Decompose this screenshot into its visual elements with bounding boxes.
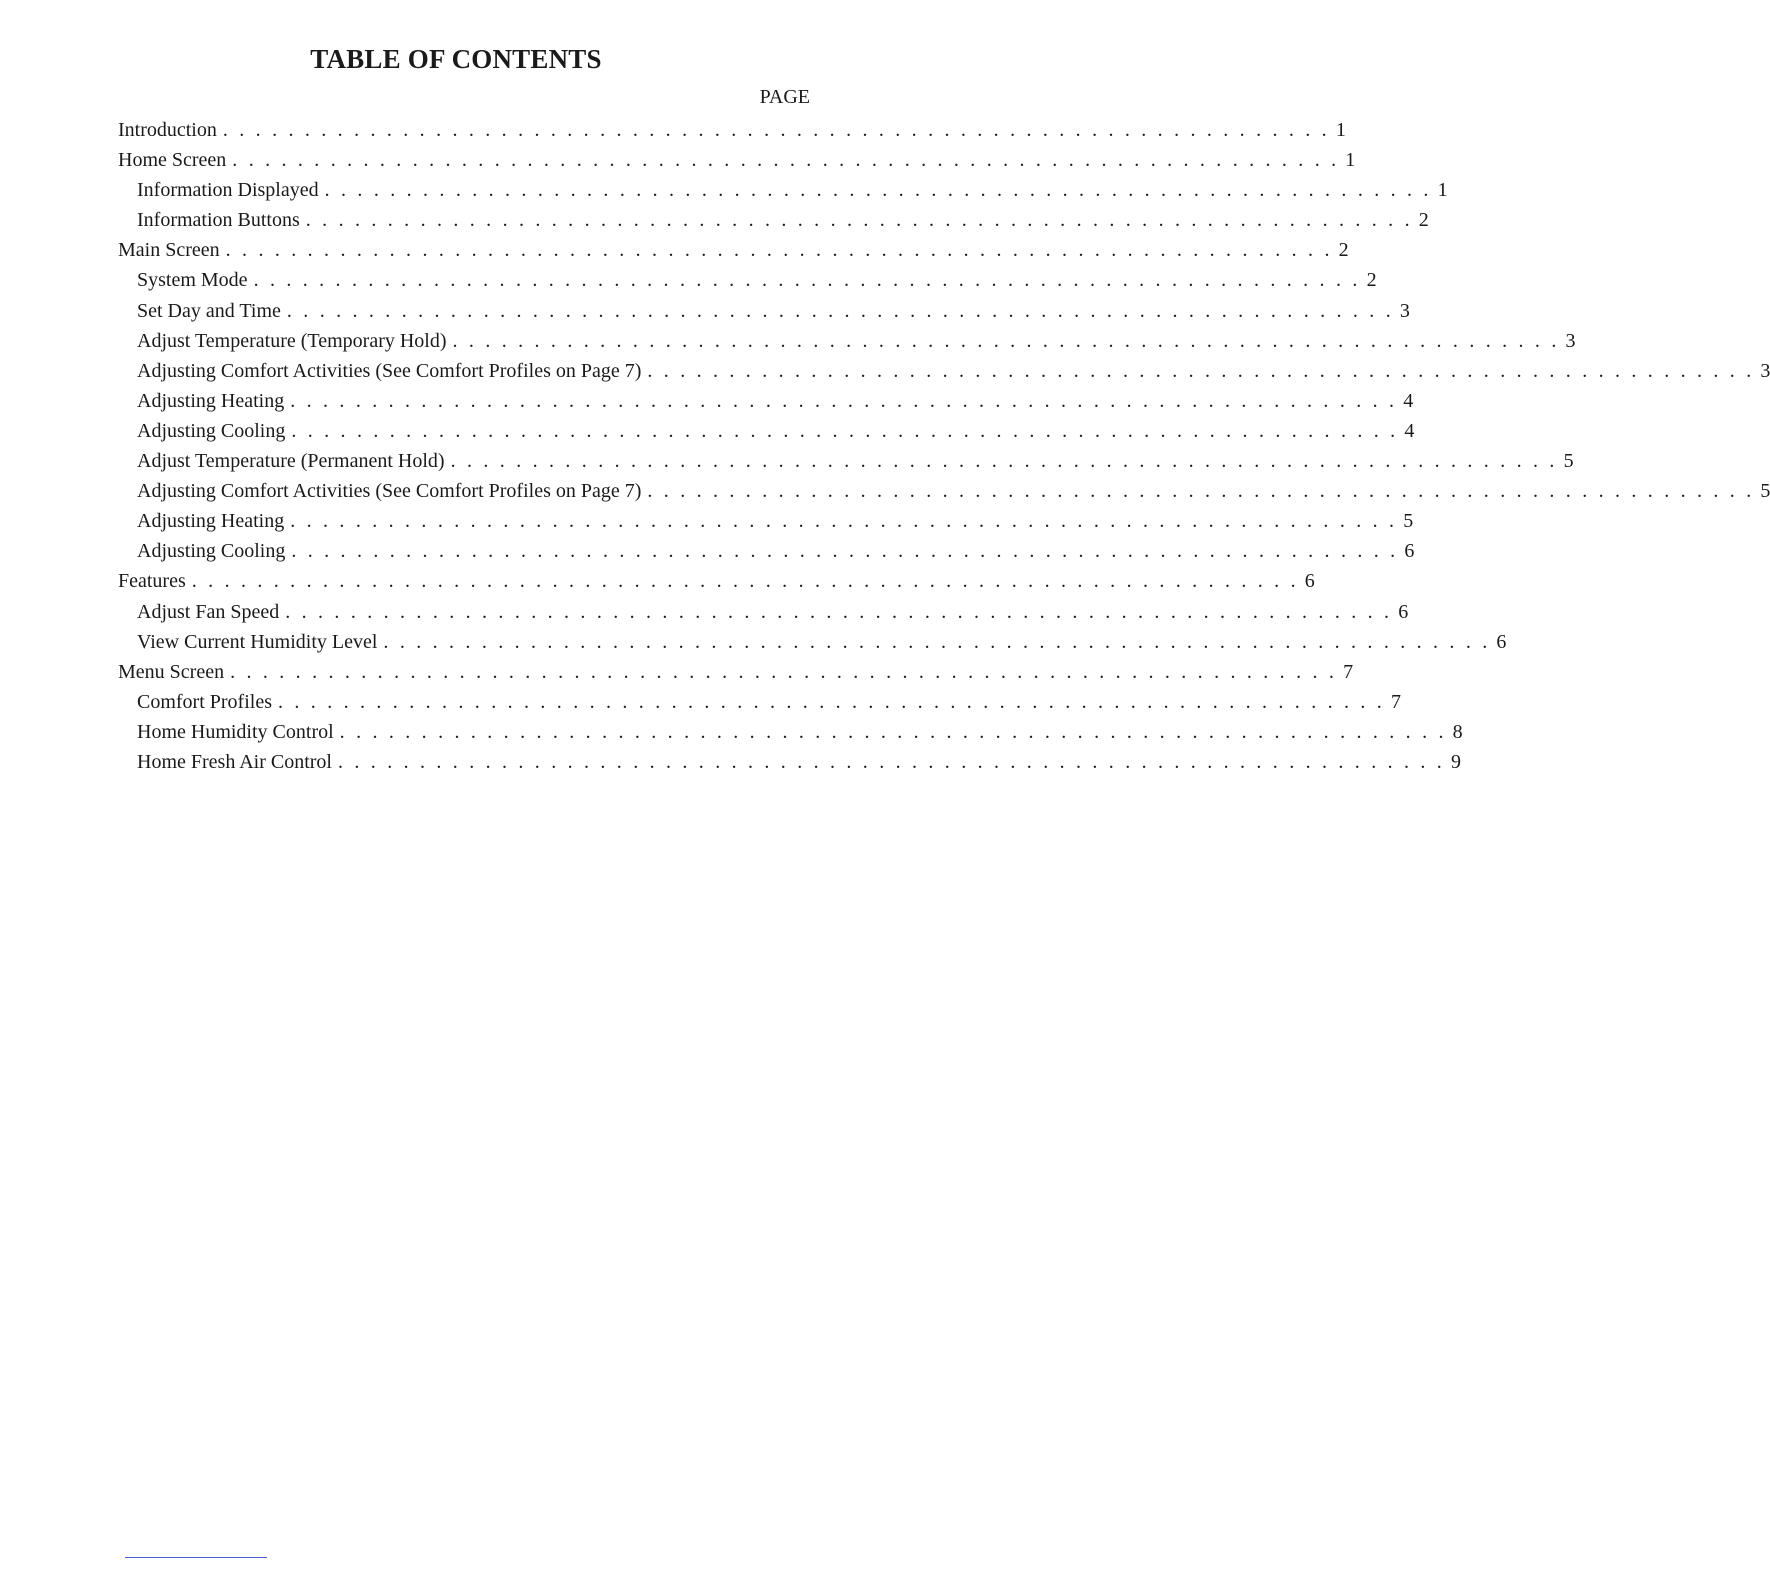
toc-subentry[interactable] <box>118 175 1448 205</box>
toc-entry[interactable] <box>118 566 1315 596</box>
toc-entry[interactable] <box>118 235 1349 265</box>
toc-entry-page: 1 <box>1335 119 1346 141</box>
toc-dot-leader: . . . . . . . . . . . . . . . . . . . . . . . . . . . . . . . . . . . . . . . . . . . . . . . . . . . . . . . . . . . . . . . . . . . . <box>339 720 1447 743</box>
page-column-header: PAGE <box>759 86 810 108</box>
toc-dot-leader: . . . . . . . . . . . . . . . . . . . . . . . . . . . . . . . . . . . . . . . . . . . . . . . . . . . . . . . . . . . . . . . . . . . . <box>338 750 1445 773</box>
toc-entry-page: 2 <box>1338 239 1349 262</box>
toc-dot-leader: . . . . . . . . . . . . . . . . . . . . . . . . . . . . . . . . . . . . . . . . . . . . . . . . . . . . . . . . . . . . . . . . . . . . <box>285 600 1393 623</box>
toc-dot-leader: . . . . . . . . . . . . . . . . . . . . . . . . . . . . . . . . . . . . . . . . . . . . . . . . . . . . . . . . . . . . . . . . . . . . <box>222 119 1330 141</box>
toc-entry-page: 1 <box>1345 149 1356 172</box>
toc-entry-page: 5 <box>1563 450 1574 473</box>
toc-entry-label: Menu Screen <box>118 660 225 683</box>
toc-entry-label: System Mode <box>137 269 248 292</box>
toc-subentry[interactable] <box>118 717 1463 747</box>
toc-dot-leader: . . . . . . . . . . . . . . . . . . . . . . . . . . . . . . . . . . . . . . . . . . . . . . . . . . . . . . . . . . . . . . . . . . . . <box>647 480 1755 503</box>
toc-entry-label: Adjusting Cooling <box>137 419 286 442</box>
toc-entry-label: Adjusting Heating <box>137 389 285 412</box>
toc-entry-page: 6 <box>1304 570 1315 593</box>
toc-dot-leader: . . . . . . . . . . . . . . . . . . . . . . . . . . . . . . . . . . . . . . . . . . . . . . . . . . . . . . . . . . . . . . . . . . . . <box>253 269 1361 292</box>
toc-subentry[interactable] <box>118 687 1401 717</box>
toc-entry-page: 4 <box>1404 419 1415 442</box>
toc-dot-leader: . . . . . . . . . . . . . . . . . . . . . . . . . . . . . . . . . . . . . . . . . . . . . . . . . . . . . . . . . . . . . . . . . . . . <box>305 209 1413 232</box>
toc-entry-page: 2 <box>1366 269 1377 292</box>
toc-subentry[interactable] <box>118 536 1415 566</box>
toc-subentry[interactable] <box>118 296 1410 326</box>
toc-dot-leader: . . . . . . . . . . . . . . . . . . . . . . . . . . . . . . . . . . . . . . . . . . . . . . . . . . . . . . . . . . . . . . . . . . . . <box>452 329 1560 352</box>
toc-entry-label: Adjust Fan Speed <box>137 600 280 623</box>
toc-entry-page: 3 <box>1565 329 1576 352</box>
toc-entry-page: 8 <box>1452 720 1463 743</box>
toc-entry-label: Comfort Profiles <box>137 690 272 713</box>
toc-dot-leader: . . . . . . . . . . . . . . . . . . . . . . . . . . . . . . . . . . . . . . . . . . . . . . . . . . . . . . . . . . . . . . . . . . . . <box>286 299 1394 322</box>
toc-entry-label: View Current Humidity Level <box>137 630 378 653</box>
toc-subentry[interactable] <box>118 386 1414 416</box>
toc-entry-page: 5 <box>1760 480 1770 503</box>
toc-entry-page: 6 <box>1496 630 1507 653</box>
toc-dot-leader: . . . . . . . . . . . . . . . . . . . . . . . . . . . . . . . . . . . . . . . . . . . . . . . . . . . . . . . . . . . . . . . . . . . . <box>291 419 1399 442</box>
toc-subentry[interactable] <box>118 356 1770 386</box>
toc-entry-label: Information Buttons <box>137 209 300 232</box>
toc-dot-leader: . . . . . . . . . . . . . . . . . . . . . . . . . . . . . . . . . . . . . . . . . . . . . . . . . . . . . . . . . . . . . . . . . . . . <box>230 660 1338 683</box>
toc-entry-page: 1 <box>1437 179 1448 202</box>
toc-dot-leader: . . . . . . . . . . . . . . . . . . . . . . . . . . . . . . . . . . . . . . . . . . . . . . . . . . . . . . . . . . . . . . . . . . . . <box>232 149 1340 172</box>
toc-entry-page: 4 <box>1403 389 1414 412</box>
toc-dot-leader: . . . . . . . . . . . . . . . . . . . . . . . . . . . . . . . . . . . . . . . . . . . . . . . . . . . . . . . . . . . . . . . . . . . . <box>225 239 1333 262</box>
toc-subentry[interactable] <box>118 506 1414 536</box>
toc-dot-leader: . . . . . . . . . . . . . . . . . . . . . . . . . . . . . . . . . . . . . . . . . . . . . . . . . . . . . . . . . . . . . . . . . . . . <box>647 359 1755 382</box>
toc-entry[interactable] <box>118 145 1356 175</box>
toc-dot-leader: . . . . . . . . . . . . . . . . . . . . . . . . . . . . . . . . . . . . . . . . . . . . . . . . . . . . . . . . . . . . . . . . . . . . <box>191 570 1299 593</box>
toc-entry-label: Adjusting Comfort Activities (See Comfort Profiles on Page 7) <box>137 480 642 503</box>
toc-entry-page: 6 <box>1404 540 1415 563</box>
toc-entry[interactable] <box>118 115 1346 145</box>
toc-subentry[interactable] <box>118 747 1461 777</box>
toc-list <box>118 115 1770 777</box>
toc-entry-page: 7 <box>1343 660 1354 683</box>
toc-dot-leader: . . . . . . . . . . . . . . . . . . . . . . . . . . . . . . . . . . . . . . . . . . . . . . . . . . . . . . . . . . . . . . . . . . . . <box>450 450 1558 473</box>
toc-dot-leader: . . . . . . . . . . . . . . . . . . . . . . . . . . . . . . . . . . . . . . . . . . . . . . . . . . . . . . . . . . . . . . . . . . . . <box>290 389 1398 412</box>
toc-entry-label: Main Screen <box>118 239 220 262</box>
toc-entry-label: Features <box>118 570 186 593</box>
toc-entry-label: Adjust Temperature (Permanent Hold) <box>137 450 445 473</box>
toc-entry-label: Set Day and Time <box>137 299 281 322</box>
toc-subentry[interactable] <box>118 265 1377 295</box>
toc-subentry[interactable] <box>118 597 1409 627</box>
toc-entry-page: 7 <box>1391 690 1401 713</box>
toc-entry-page: 2 <box>1418 209 1429 232</box>
toc-entry[interactable] <box>118 657 1354 687</box>
toc-entry-label: Adjusting Comfort Activities (See Comfort Profiles on Page 7) <box>137 359 642 382</box>
toc-entry-page: 3 <box>1760 359 1770 382</box>
toc-dot-leader: . . . . . . . . . . . . . . . . . . . . . . . . . . . . . . . . . . . . . . . . . . . . . . . . . . . . . . . . . . . . . . . . . . . . <box>290 510 1398 533</box>
toc-subentry[interactable] <box>118 416 1415 446</box>
toc-dot-leader: . . . . . . . . . . . . . . . . . . . . . . . . . . . . . . . . . . . . . . . . . . . . . . . . . . . . . . . . . . . . . . . . . . . . <box>383 630 1491 653</box>
toc-subentry[interactable] <box>118 446 1574 476</box>
toc-subentry[interactable] <box>118 476 1770 506</box>
toc-dot-leader: . . . . . . . . . . . . . . . . . . . . . . . . . . . . . . . . . . . . . . . . . . . . . . . . . . . . . . . . . . . . . . . . . . . . <box>324 179 1432 202</box>
toc-entry-label: Information Displayed <box>137 179 319 202</box>
toc-entry-label: Adjusting Cooling <box>137 540 286 563</box>
toc-entry-page: 5 <box>1403 510 1414 533</box>
footnote-divider <box>125 1557 267 1558</box>
toc-title: TABLE OF CONTENTS <box>310 44 602 74</box>
toc-entry-label: Introduction <box>118 119 217 141</box>
toc-entry-label: Home Humidity Control <box>137 720 334 743</box>
toc-entry-label: Home Screen <box>118 149 227 172</box>
toc-entry-page: 3 <box>1399 299 1410 322</box>
toc-entry-label: Adjusting Heating <box>137 510 285 533</box>
toc-entry-label: Adjust Temperature (Temporary Hold) <box>137 329 447 352</box>
toc-dot-leader: . . . . . . . . . . . . . . . . . . . . . . . . . . . . . . . . . . . . . . . . . . . . . . . . . . . . . . . . . . . . . . . . . . . . <box>291 540 1399 563</box>
toc-entry-page: 6 <box>1398 600 1409 623</box>
toc-entry-label: Home Fresh Air Control <box>137 750 332 773</box>
toc-subentry[interactable] <box>118 627 1507 657</box>
toc-entry-page: 9 <box>1451 750 1461 773</box>
toc-subentry[interactable] <box>118 326 1576 356</box>
toc-subentry[interactable] <box>118 205 1429 235</box>
toc-dot-leader: . . . . . . . . . . . . . . . . . . . . . . . . . . . . . . . . . . . . . . . . . . . . . . . . . . . . . . . . . . . . . . . . . . . . <box>278 690 1385 713</box>
